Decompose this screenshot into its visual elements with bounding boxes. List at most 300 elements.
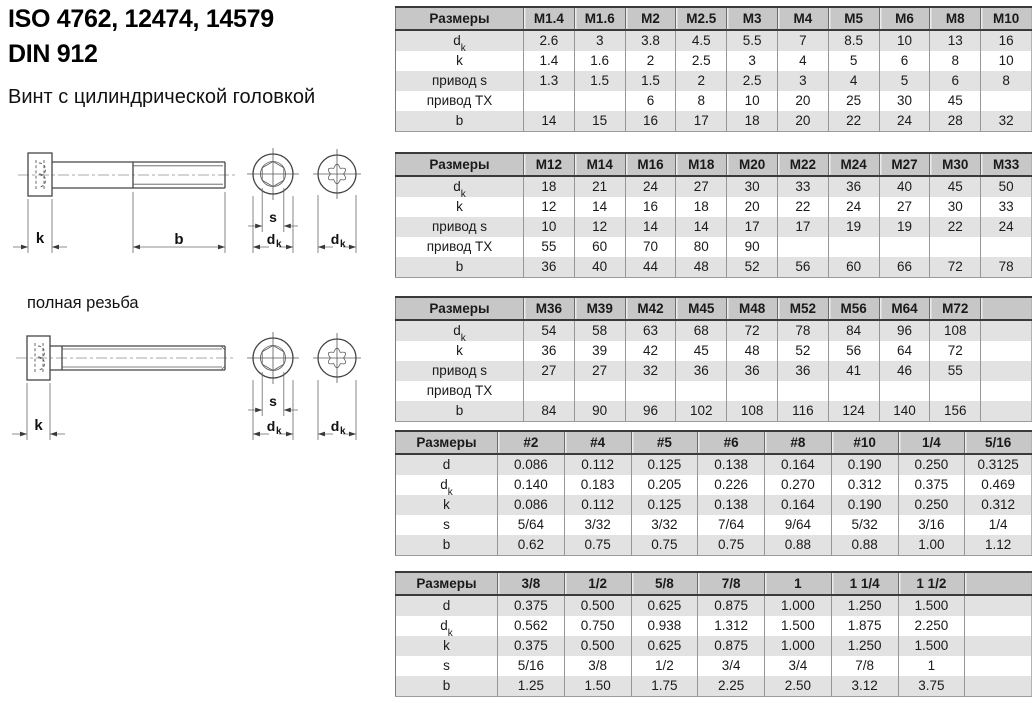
row-label: привод TX (426, 93, 493, 108)
value-cell: 0.750 (564, 616, 631, 636)
value-cell: 1.500 (765, 616, 832, 636)
header-row (396, 431, 1032, 454)
table-row (396, 495, 1032, 515)
table-row (396, 636, 1032, 656)
value-cell (965, 636, 1032, 656)
row-label: привод s (396, 71, 524, 91)
value-cell (965, 676, 1032, 697)
value-cell: 20 (727, 197, 778, 217)
value-cell: 16 (625, 111, 676, 132)
value-cell (965, 595, 1032, 616)
table-row (396, 51, 1032, 71)
table-row (396, 676, 1032, 697)
table-row (396, 381, 1032, 401)
dk-dim-label-sub: k (276, 426, 282, 437)
value-cell: 40 (879, 176, 930, 197)
value-cell: 0.250 (898, 495, 965, 515)
value-cell (524, 381, 575, 401)
size-column-header: M48 (727, 297, 778, 320)
value-cell (981, 401, 1032, 422)
value-cell: 2 (676, 71, 727, 91)
table-corner-header: Размеры (396, 7, 524, 30)
value-cell: 4 (777, 51, 828, 71)
value-cell: 32 (981, 111, 1032, 132)
value-cell: 48 (727, 341, 778, 361)
table-row (396, 616, 1032, 636)
value-cell: 15 (574, 111, 625, 132)
imperial-table-large (395, 571, 1032, 697)
size-column-header: M56 (828, 297, 879, 320)
value-cell: 8 (930, 51, 981, 71)
value-cell: 10 (524, 217, 575, 237)
value-cell: 19 (879, 217, 930, 237)
value-cell: 0.112 (564, 495, 631, 515)
value-cell: 66 (879, 257, 930, 278)
value-cell: 21 (574, 176, 625, 197)
value-cell: 54 (524, 320, 575, 341)
value-cell: 84 (828, 320, 879, 341)
value-cell: 24 (828, 197, 879, 217)
value-cell: 55 (930, 361, 981, 381)
value-cell: 1/4 (965, 515, 1032, 535)
value-cell: 2.6 (524, 30, 575, 51)
value-cell (965, 656, 1032, 676)
value-cell: 3.75 (898, 676, 965, 697)
value-cell: 3 (727, 51, 778, 71)
value-cell: 78 (777, 320, 828, 341)
value-cell: 1.000 (765, 636, 832, 656)
value-cell (930, 381, 981, 401)
table-row (396, 535, 1032, 556)
value-cell: 63 (625, 320, 676, 341)
row-label: k (396, 636, 498, 656)
size-column-header: M4 (777, 7, 828, 30)
dimensions-table (395, 430, 1032, 556)
value-cell: 0.375 (898, 475, 965, 495)
dk-dim-label: d (266, 231, 276, 247)
value-cell: 0.375 (498, 636, 565, 656)
value-cell: 4.5 (676, 30, 727, 51)
size-column-header: M16 (625, 153, 676, 176)
value-cell: 45 (930, 176, 981, 197)
value-cell: 24 (981, 217, 1032, 237)
value-cell: 52 (777, 341, 828, 361)
value-cell: 36 (524, 341, 575, 361)
value-cell: 32 (625, 361, 676, 381)
value-cell: 1.5 (574, 71, 625, 91)
row-label: b (396, 111, 524, 132)
size-column-header: 1/2 (564, 572, 631, 595)
row-label: $d_k$ (396, 320, 524, 341)
value-cell: 30 (727, 176, 778, 197)
dimensions-table (395, 152, 1032, 278)
table-row (396, 217, 1032, 237)
k-dim-label: k (34, 417, 43, 434)
size-column-header: M39 (574, 297, 625, 320)
table-row (396, 475, 1032, 495)
value-cell: 0.164 (765, 454, 832, 475)
metric-table-medium (395, 152, 1032, 278)
value-cell (777, 381, 828, 401)
value-cell (879, 237, 930, 257)
value-cell: 0.3125 (965, 454, 1032, 475)
size-column-header (981, 297, 1032, 320)
value-cell: 14 (574, 197, 625, 217)
row-label: $d_k$ (440, 618, 453, 636)
value-cell: 0.312 (831, 475, 898, 495)
value-cell: 5/16 (498, 656, 565, 676)
value-cell: 2.250 (898, 616, 965, 636)
value-cell: 0.312 (965, 495, 1032, 515)
value-cell: 17 (727, 217, 778, 237)
value-cell: 1 (898, 656, 965, 676)
value-cell: 0.62 (498, 535, 565, 556)
value-cell: 2.5 (727, 71, 778, 91)
row-label: s (443, 658, 450, 673)
value-cell: 56 (828, 341, 879, 361)
value-cell: 16 (625, 197, 676, 217)
row-label: k (456, 343, 463, 358)
size-column-header: #5 (631, 431, 698, 454)
standards-title: ISO 4762, 12474, 14579 (8, 5, 274, 33)
crosshair (247, 148, 299, 200)
value-cell: 3/4 (765, 656, 832, 676)
crosshair (247, 332, 299, 384)
value-cell: 36 (676, 361, 727, 381)
value-cell: 22 (930, 217, 981, 237)
row-label: k (456, 53, 463, 68)
s-dim-label: s (269, 393, 277, 409)
table-row (396, 176, 1032, 197)
size-column-header: M5 (828, 7, 879, 30)
value-cell: 0.183 (564, 475, 631, 495)
title-block (8, 2, 388, 72)
value-cell: 1.312 (698, 616, 765, 636)
table-row (396, 361, 1032, 381)
size-column-header: M27 (879, 153, 930, 176)
value-cell: 1.500 (898, 636, 965, 656)
value-cell: 8 (981, 71, 1032, 91)
value-cell: 0.875 (698, 636, 765, 656)
header-row (396, 153, 1032, 176)
value-cell: 1.4 (524, 51, 575, 71)
header-row (396, 7, 1032, 30)
value-cell (981, 381, 1032, 401)
value-cell: 1.12 (965, 535, 1032, 556)
dk-dim-label: d (330, 418, 340, 434)
crosshair (313, 333, 361, 383)
value-cell: 1.500 (898, 595, 965, 616)
dimensions-table (395, 571, 1032, 697)
value-cell: 18 (524, 176, 575, 197)
value-cell: 24 (625, 176, 676, 197)
value-cell: 3/16 (898, 515, 965, 535)
size-column-header: M42 (625, 297, 676, 320)
value-cell: 72 (930, 257, 981, 278)
value-cell: 90 (574, 401, 625, 422)
value-cell: 12 (574, 217, 625, 237)
value-cell: 56 (777, 257, 828, 278)
value-cell: 5/32 (831, 515, 898, 535)
value-cell: 68 (676, 320, 727, 341)
value-cell: 20 (777, 91, 828, 111)
value-cell: 1.50 (564, 676, 631, 697)
value-cell (981, 237, 1032, 257)
size-column-header: #8 (765, 431, 832, 454)
table-row (396, 515, 1032, 535)
value-cell: 6 (879, 51, 930, 71)
value-cell: 4 (828, 71, 879, 91)
size-column-header: M8 (930, 7, 981, 30)
value-cell: 40 (574, 257, 625, 278)
value-cell: 52 (727, 257, 778, 278)
value-cell: 13 (930, 30, 981, 51)
value-cell: 0.205 (631, 475, 698, 495)
size-column-header: M45 (676, 297, 727, 320)
value-cell: 10 (879, 30, 930, 51)
value-cell: 3.12 (831, 676, 898, 697)
value-cell: 10 (981, 51, 1032, 71)
size-column-header: 3/8 (498, 572, 565, 595)
value-cell: 58 (574, 320, 625, 341)
value-cell: 124 (828, 401, 879, 422)
value-cell: 0.125 (631, 454, 698, 475)
value-cell (777, 237, 828, 257)
size-column-header: 1 1/2 (898, 572, 965, 595)
value-cell: 0.138 (698, 454, 765, 475)
value-cell: 14 (625, 217, 676, 237)
value-cell (676, 381, 727, 401)
value-cell: 0.625 (631, 595, 698, 616)
size-column-header: M1.6 (574, 7, 625, 30)
value-cell: 84 (524, 401, 575, 422)
value-cell (981, 341, 1032, 361)
value-cell: 64 (879, 341, 930, 361)
size-column-header: M2 (625, 7, 676, 30)
size-column-header: M6 (879, 7, 930, 30)
size-column-header (965, 572, 1032, 595)
size-column-header: 1 1/4 (831, 572, 898, 595)
value-cell: 24 (879, 111, 930, 132)
value-cell: 72 (930, 341, 981, 361)
value-cell (524, 91, 575, 111)
value-cell: 22 (828, 111, 879, 132)
size-column-header: M36 (524, 297, 575, 320)
value-cell: 0.138 (698, 495, 765, 515)
value-cell: 30 (879, 91, 930, 111)
table-row (396, 320, 1032, 341)
value-cell: 96 (625, 401, 676, 422)
value-cell: 27 (574, 361, 625, 381)
row-label: b (396, 401, 524, 422)
value-cell (574, 91, 625, 111)
value-cell: 7/64 (698, 515, 765, 535)
dk-dim-label-sub: k (340, 239, 346, 250)
row-label: d (396, 454, 498, 475)
full-thread-label: полная резьба (27, 294, 139, 312)
value-cell (828, 237, 879, 257)
screw-full-thread-drawing (10, 328, 390, 453)
value-cell: 33 (777, 176, 828, 197)
value-cell: 45 (930, 91, 981, 111)
value-cell (625, 381, 676, 401)
value-cell: 60 (828, 257, 879, 278)
value-cell: 0.086 (498, 454, 565, 475)
value-cell: 27 (676, 176, 727, 197)
value-cell: 45 (676, 341, 727, 361)
value-cell: 14 (524, 111, 575, 132)
row-label: $d_k$ (396, 176, 524, 197)
value-cell: 72 (727, 320, 778, 341)
row-label: привод s (396, 217, 524, 237)
value-cell: 46 (879, 361, 930, 381)
value-cell: 6 (930, 71, 981, 91)
value-cell: 0.88 (765, 535, 832, 556)
value-cell (930, 237, 981, 257)
value-cell: 0.938 (631, 616, 698, 636)
value-cell (727, 381, 778, 401)
value-cell (879, 381, 930, 401)
value-cell: 8 (676, 91, 727, 111)
value-cell: 0.500 (564, 595, 631, 616)
size-column-header: M1.4 (524, 7, 575, 30)
value-cell: 36 (727, 361, 778, 381)
value-cell: 116 (777, 401, 828, 422)
size-column-header: M64 (879, 297, 930, 320)
value-cell: 30 (930, 197, 981, 217)
value-cell: 90 (727, 237, 778, 257)
value-cell: 12 (524, 197, 575, 217)
value-cell (981, 320, 1032, 341)
dk-dim-label-sub: k (276, 239, 282, 250)
value-cell: 9/64 (765, 515, 832, 535)
row-label: k (456, 199, 463, 214)
size-column-header: #2 (498, 431, 565, 454)
value-cell: 1.75 (631, 676, 698, 697)
value-cell: 7/8 (831, 656, 898, 676)
value-cell: 108 (930, 320, 981, 341)
size-column-header: M30 (930, 153, 981, 176)
table-row (396, 111, 1032, 132)
value-cell: 36 (777, 361, 828, 381)
value-cell (981, 361, 1032, 381)
header-row (396, 572, 1032, 595)
table-corner-header: Размеры (396, 431, 498, 454)
value-cell: 42 (625, 341, 676, 361)
table-corner-header: Размеры (396, 153, 524, 176)
value-cell: 6 (625, 91, 676, 111)
table-row (396, 595, 1032, 616)
dimensions-table (395, 296, 1032, 422)
value-cell (828, 381, 879, 401)
value-cell: 3/4 (698, 656, 765, 676)
size-column-header: 7/8 (698, 572, 765, 595)
din-title: DIN 912 (8, 40, 98, 68)
value-cell: 17 (676, 111, 727, 132)
size-column-header: 5/16 (965, 431, 1032, 454)
value-cell: 0.190 (831, 495, 898, 515)
dk-dim-label: d (266, 418, 276, 434)
value-cell: 0.164 (765, 495, 832, 515)
metric-table-large (395, 296, 1032, 422)
table-row (396, 237, 1032, 257)
dk-dim-label: d (330, 231, 340, 247)
row-label: привод TX (426, 383, 493, 398)
value-cell: 41 (828, 361, 879, 381)
value-cell: 70 (625, 237, 676, 257)
value-cell: 0.375 (498, 595, 565, 616)
value-cell: 78 (981, 257, 1032, 278)
value-cell: 2.25 (698, 676, 765, 697)
dk-dim-label-sub: k (340, 426, 346, 437)
value-cell: 2 (625, 51, 676, 71)
size-column-header: 1 (765, 572, 832, 595)
k-dim-label: k (35, 230, 45, 247)
value-cell: 28 (930, 111, 981, 132)
value-cell: 10 (727, 91, 778, 111)
row-label: d (396, 595, 498, 616)
value-cell: 80 (676, 237, 727, 257)
size-column-header: #4 (564, 431, 631, 454)
table-row (396, 91, 1032, 111)
row-label: b (396, 257, 524, 278)
value-cell: 19 (828, 217, 879, 237)
value-cell: 0.469 (965, 475, 1032, 495)
value-cell: 3.8 (625, 30, 676, 51)
value-cell: 0.75 (631, 535, 698, 556)
value-cell: 0.75 (564, 535, 631, 556)
value-cell: 96 (879, 320, 930, 341)
value-cell: 0.112 (564, 454, 631, 475)
value-cell: 20 (777, 111, 828, 132)
table-row (396, 197, 1032, 217)
size-column-header: 5/8 (631, 572, 698, 595)
value-cell: 5 (828, 51, 879, 71)
value-cell: 0.625 (631, 636, 698, 656)
table-corner-header: Размеры (396, 297, 524, 320)
value-cell: 0.226 (698, 475, 765, 495)
value-cell: 0.125 (631, 495, 698, 515)
value-cell: 1.3 (524, 71, 575, 91)
value-cell: 3 (777, 71, 828, 91)
value-cell: 0.75 (698, 535, 765, 556)
b-dim-label: b (174, 231, 184, 248)
size-column-header: M18 (676, 153, 727, 176)
crosshair (313, 149, 361, 199)
size-column-header: M3 (727, 7, 778, 30)
size-column-header: M2.5 (676, 7, 727, 30)
size-column-header: M12 (524, 153, 575, 176)
row-label: $d_k$ (440, 477, 453, 495)
table-row (396, 401, 1032, 422)
value-cell: 60 (574, 237, 625, 257)
value-cell: 22 (777, 197, 828, 217)
size-column-header: M22 (777, 153, 828, 176)
size-column-header: M20 (727, 153, 778, 176)
table-row (396, 656, 1032, 676)
value-cell (981, 91, 1032, 111)
value-cell: 1/2 (631, 656, 698, 676)
value-cell: 3/8 (564, 656, 631, 676)
value-cell: 0.140 (498, 475, 565, 495)
value-cell: 1.00 (898, 535, 965, 556)
value-cell: 33 (981, 197, 1032, 217)
screw-partial-thread-drawing (10, 140, 390, 265)
size-column-header: #6 (698, 431, 765, 454)
value-cell: 2.5 (676, 51, 727, 71)
value-cell: 0.086 (498, 495, 565, 515)
value-cell: 0.88 (831, 535, 898, 556)
